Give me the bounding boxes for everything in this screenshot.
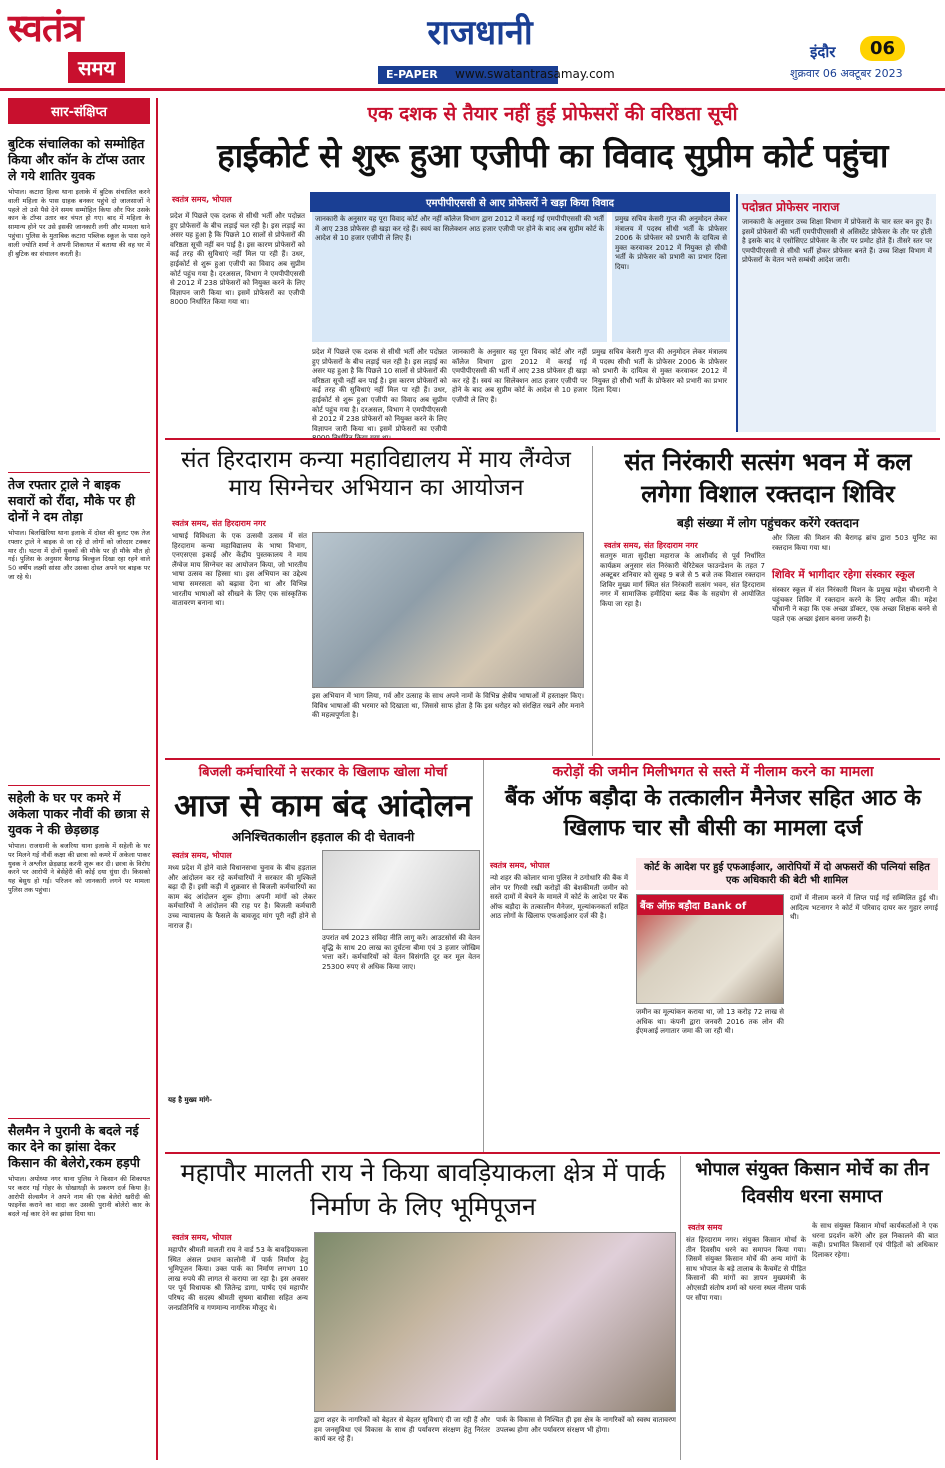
- summary-item[interactable]: [8, 1118, 150, 1445]
- mayor-byline: स्वतंत्र समय, भोपाल: [172, 1233, 232, 1242]
- blood-camp-deck: बड़ी संख्या में लोग पहुंचकर करेंगे रक्तदान: [677, 516, 859, 530]
- section-title: राजधानी: [427, 13, 533, 53]
- strike-deck: अनिश्चितकालीन हड़ताल की दी चेतावनी: [231, 829, 415, 844]
- summary-item-title: तेज रफ्तार ट्राले ने बाइक सवारों को रौंदा, मौके पर ही दोनों ने दम तोड़ा: [8, 472, 150, 525]
- mayor-body-2: द्वारा शहर के नागरिकों को बेहतर से बेहतर सुविधाएं दी जा रही हैं और हम जनसुविधा एवं विकास के साथ ही पर्यावरण संरक्षण हेतु निरंतर कार्य कर रहे हैं।: [314, 1416, 490, 1444]
- epaper-label: E-PAPER: [378, 66, 558, 84]
- bank-headline[interactable]: बैंक ऑफ बड़ौदा के तत्कालीन मैनेजर सहित आठ के खिलाफ चार सौ बीसी का मामला दर्ज: [504, 786, 922, 841]
- strike-body: मध्य प्रदेश में होने वाले विधानसभा चुनाव के बीच हड़ताल और आंदोलन कर रहे कर्मचारियों ने सरकार की मुश्किलें बढ़ा दी हैं। इसी कड़ी में शुक्रवार से बिजली कर्मचारियों का काम बंद आंदोलन शुरू होगा। अपनी मांगों को लेकर कर्मचारियों ने आंदोलन की राह पर है। बिजली कर्मचारी उच्च न्यायालय के फैसले के बावजूद मांग पूरी नहीं होने से नाराज हैं।: [168, 864, 316, 930]
- top-story-box-2: प्रमुख सचिव केसरी गुप्त की अनुमोदन लेकर मंत्रालय में पदस्थ सीधी भर्ती के प्रोफेसर 2006 के प्रोफेसर को प्रभारी के दायित्व से मुक्त करवाकर 2012 में नियुक्त हो सीधी भर्ती के प्रोफेसर को प्रभारी का प्रभार दिला दिया।: [612, 212, 730, 342]
- farmer-body: संत हिरदाराम नगर। संयुक्त किसान मोर्चा के तीन दिवसीय धरने का समापन किया गया। जिसमें संयुक्त किसान मोर्चे की अन्य मांगों के साथ भोपाल के बड़े तालाब के कैचमेंट से पीड़ित किसानों की मांगों का ज्ञापन मुख्यमंत्री के ओएसडी संतोष शर्मा को धरना स्थल नीलम पार्क पर सौंपा गया।: [686, 1236, 806, 1302]
- mayor-photo: [314, 1232, 676, 1412]
- summary-item-title: सहेली के घर पर कमरे में अकेला पाकर नौवीं की छात्रा से युवक ने की छेड़छाड़: [8, 785, 150, 838]
- side-panel: [736, 194, 936, 432]
- top-story-kicker: एक दशक से तैयार नहीं हुई प्रोफेसरों की वरिष्ठता सूची: [367, 103, 738, 125]
- column-rule: [483, 760, 484, 1152]
- strike-illustration: [322, 850, 480, 930]
- column-rule: [680, 1156, 681, 1460]
- top-story-body-2: प्रदेश में पिछले एक दशक से सीधी भर्ती और पदोन्नत हुए प्रोफेसरों के बीच लड़ाई चल रही है। इस लड़ाई का असर यह हुआ है कि पिछले 10 सालों से प्रोफेसरों की वरिष्ठता सूची नहीं बन पाई है। इस कारण प्रोफेसरों को कई तरह की सुविधाएं नहीं मिल पा रही हैं। उधर, हाईकोर्ट से शुरू हुआ एजीपी का विवाद अब सुप्रीम कोर्ट पहुंच गया है। दरअसल, विभाग ने एमपीपीएससी से 2012 में 238 प्रोफेसरों को नियुक्त करने के लिए विज्ञापन जारी किया था। इसमें प्रोफेसरों का एजीपी: [312, 348, 447, 433]
- side-panel-body: जानकारी के अनुसार उच्च शिक्षा विभाग में प्रोफेसरों के चार स्तर बन हुए हैं। इसमें प्रोफेसरों की भर्ती एमपीपीएससी से असिस्टेंट प्रोफेसर के तौर पर होती है इसके बाद वे एसोसिएट प्रोफेसर के तौर पर प्रमोट होते हैं। तीसरे स्तर पर एमपीपीएससी से सीधी भर्ती होकर प्रोफेसर बनते हैं। उच्च शिक्षा विभाग में प्रोफेसरों के वेतन भत्ते सम्बंधी आदेश जारी।: [742, 218, 932, 265]
- top-story-body-3: जानकारी के अनुसार यह पूरा विवाद कोर्ट और नहीं कॉलेज विभाग द्वारा 2012 में कराई गई एमपीपीएससी की भर्ती में आए 238 प्रोफेसर ही खड़ा कर रहे हैं। स्वयं का सिलेक्शन आठ हजार एजीपी पर होने के बाद अब सुप्रीम कोर्ट के आदेश से 10 हजार एजीपी ले लिए हैं।: [452, 348, 587, 404]
- blood-camp-body: सतगुरु माता सुदीक्षा महाराज के आशीर्वाद से पूर्व निर्धारित कार्यक्रम अनुसार संत निरंकारी चेरिटेबल फाउन्डेशन के तहत 7 अक्टूबर शनिवार को सुबह 9 बजे से 5 बजे तक विशाल रक्तदान शिविर मुख्य मार्ग स्थित संत निरंकारी सत्संग भवन, संत हिरदाराम नगर में सामाजिक हमीदिया ब्लड बैंक के सहयोग से आयोजित किया जा रहा है।: [600, 552, 765, 608]
- bank-body: न्यो शहर की कोलार थाना पुलिस ने ठगोधारि की बैंक में लोन पर गिरवी रखी करोड़ों की बेशकीमती जमीन को सस्ते दामों में बेचने के मामले में कोर्ट के आदेश पर बैंक ऑफ बड़ौदा के तत्कालीन मैनेजर, मूल्यांकनकर्ता सहित आठ लोगों के खिलाफ एफआईआर दर्ज की है।: [490, 874, 628, 921]
- top-story-body-4: प्रमुख सचिव केसरी गुप्त की अनुमोदन लेकर मंत्रालय में पदस्थ सीधी भर्ती के प्रोफेसर 2006 के प्रोफेसर को प्रभारी के दायित्व से मुक्त करवाकर 2012 में नियुक्त हो सीधी भर्ती के प्रोफेसर को प्रभारी का प्रभार दिला दिया।: [592, 348, 727, 395]
- section-divider: [165, 438, 940, 440]
- logo-badge: समय: [68, 52, 125, 83]
- masthead-rule: [0, 88, 945, 91]
- page-number: 06: [860, 36, 905, 61]
- mayor-body-3: पार्क के विकास से निश्चित ही इस क्षेत्र के नागरिकों को स्वस्थ वातावरण उपलब्ध होगा और पर्यावरण संरक्षण भी होगा।: [496, 1416, 676, 1434]
- strike-byline: स्वतंत्र समय, भोपाल: [172, 851, 232, 860]
- summary-item-body: भोपाल। बिलखिरिया थाना इलाके में दोस्त की बुलट एक तेज रफ्तार ट्राले ने बाइक से जा रहे दो लोगों को जोरदार टक्कर मार दी। घटना में दोनों युवकों की मौके पर ही मौके मौत हो गई। पुलिस के अनुसार बैरागढ़ बिल्कुल दिखा रहा रहने वाले 50 वर्षीय लक्ष्मी सांसा और उसका दोस्त अपने घर बाइक पर जा रहे थे।: [8, 529, 150, 581]
- top-story-byline: स्वतंत्र समय, भोपाल: [172, 195, 232, 204]
- summary-item-body: भोपाल। कटारा हिल्स थाना इलाके में बुटिक संचालित करने वाली महिला के पास ग्राहक बनकर पहुंचे दो जालसाजों ने पहले तो उसे पैसे देने समय सम्मोहित किया और फिर उसके कान के टॉप्स उतार कर चंपत हो गए। बाद में महिला के सामान्य होने पर उसे इसकी जानकारी लगी और मामला थाने पहुंचा। पुलिस के मुताबिक कटारा पब्लिक स्कूल के पास रहने वाली ज्योति शर्मा ने अपनी शिकायत में बताया की वह घर में ही बुटिक का संचालन करती है।: [8, 188, 150, 258]
- bank-photo: [636, 894, 784, 1004]
- bank-sign: बैंक ऑफ़ बड़ौदा Bank of: [637, 895, 783, 915]
- summary-item[interactable]: [8, 472, 150, 779]
- farmer-body-2: के साथ संयुक्त किसान मोर्चा कार्यकर्ताओं ने एक धरना प्रदर्शन करेंगे और हल निकालने की बात कही। प्रभावित किसानों एवं पीड़ितों को अधिकार दिलाकर रहेगा।: [812, 1222, 938, 1259]
- summary-item-title: सैलमैन ने पुरानी के बदले नई कार देने का झांसा देकर किसान की बेलेरो,रकम हड़पी: [8, 1118, 150, 1171]
- summary-item-body: भोपाल। अयोध्या नगर थाना पुलिस ने किसान की शिकायत पर करार गई गोहर के धोखाधड़ी के प्रकरण दर्ज किया है। आरोपी सेल्समैन ने अपने नाम की एक बेलेरो खरीदी की फाइनेंस कराने का वादा कर उसकी पुरानी बोलेरो कार के बदले नई कार देने का झांसा दिया था।: [8, 1175, 150, 1219]
- website-link[interactable]: www.swatantrasamay.com: [455, 67, 615, 81]
- bank-body-3: दामों में नीलाम करने में लिप्त पाई गई सम्मिलित हुई थी। आदित्य भटनागर ने कोर्ट में परिवाद दायर कर गुहार लगाई थी।: [790, 894, 938, 922]
- farmer-byline: स्वतंत्र समय: [688, 1223, 723, 1232]
- summary-column: [8, 98, 158, 1460]
- column-rule: [592, 446, 593, 756]
- girls-college-body: भाषाई विविधता के एक उत्सवी उत्सव में संत हिरदाराम कन्या महाविद्यालय के भाषा विभाग, एनएसएस इकाई और केंद्रीय पुस्तकालय ने माय लैंग्वेज माय सिग्नेचर का आयोजन किया, जो भारतीय भाषा उत्सव का हिस्सा था। इस अभियान का उद्देश्य भाषा समरसता को बढ़ावा देना था और विभिन्न भारतीय भाषाओं को सीखने के लिए एक सांस्कृतिक वातावरण बनाना था।: [172, 532, 307, 608]
- blood-camp-headline[interactable]: संत निरंकारी सत्संग भवन में कल लगेगा विशाल रक्तदान शिविर: [624, 448, 912, 508]
- logo-wordmark: स्वतंत्र: [8, 5, 83, 50]
- top-story-body: प्रदेश में पिछले एक दशक से सीधी भर्ती और पदोन्नत हुए प्रोफेसरों के बीच लड़ाई चल रही है। इस लड़ाई का असर यह हुआ है कि पिछले 10 सालों से प्रोफेसरों की वरिष्ठता सूची नहीं बन पाई है। इस कारण प्रोफेसरों को कई तरह की सुविधाएं नहीं मिल पा रही हैं। उधर, हाईकोर्ट से शुरू हुआ एजीपी का विवाद अब सुप्रीम कोर्ट पहुंच गया है। दरअसल, विभाग ने एमपीपीएससी से 2012 में 238 प्रोफेसरों को नियुक्त करने के लिए विज्ञापन जारी किया था। इसमें प्रोफेसरों का एजीपी 8000 निर्धारित किया गया था।: [170, 212, 305, 307]
- blood-camp-body-3: और जिला की मिशन की बैरागढ़ ब्रांच द्वारा 503 यूनिट का रक्तदान किया गया था।: [772, 534, 937, 552]
- mayor-headline[interactable]: महापौर मालती राय ने किया बावड़ियाकला क्षेत्र में पार्क निर्माण के लिए भूमिपूजन: [180, 1158, 666, 1221]
- girls-college-byline: स्वतंत्र समय, संत हिरदाराम नगर: [172, 519, 266, 528]
- top-story-box: जानकारी के अनुसार यह पूरा विवाद कोर्ट और नहीं कॉलेज विभाग द्वारा 2012 में कराई गई एमपीपीएससी की भर्ती में आए 238 प्रोफेसर ही खड़ा कर रहे हैं। स्वयं का सिलेक्शन आठ हजार एजीपी पर होने के बाद अब सुप्रीम कोर्ट के आदेश से 10 हजार एजीपी ले लिए हैं।: [312, 212, 607, 342]
- top-story-headline[interactable]: हाईकोर्ट से शुरू हुआ एजीपी का विवाद सुप्रीम कोर्ट पहुंचा: [217, 136, 888, 175]
- section-divider: [165, 1152, 940, 1154]
- top-story-strip: एमपीपीएससी से आए प्रोफेसरों ने खड़ा किया विवाद: [310, 192, 730, 212]
- blood-camp-byline: स्वतंत्र समय, संत हिरदाराम नगर: [604, 541, 698, 550]
- summary-header: सार-संक्षिप्त: [8, 98, 150, 124]
- edition-date: शुक्रवार 06 अक्टूबर 2023: [790, 67, 903, 80]
- bank-byline: स्वतंत्र समय, भोपाल: [490, 861, 550, 870]
- summary-item-body: भोपाल। राजधानी के बजरिया थाना इलाके में सहेली के घर पर मिलने गई नौवीं कक्षा की छात्रा को कमरे में अकेला पाकर युवक ने अश्लील छेड़छाड़ करनी शुरू कर दी। छात्रा के विरोध करने पर आरोपी ने बेसेहेरी की कोई दया धुंधा दी। किसको यह बेसुध हो गई। परिजन को जानकारी लगने पर मामला पुलिस तक पहुंचा।: [8, 842, 150, 894]
- strike-kicker: बिजली कर्मचारियों ने सरकार के खिलाफ खोला मोर्चा: [198, 765, 448, 780]
- bank-deck: कोर्ट के आदेश पर हुई एफआईआर, आरोपियों में दो अफसरों की पत्नियां सहित एक अधिकारी की बेटी भी शामिल: [636, 858, 938, 890]
- blood-camp-body-2: संस्कार स्कूल में संत निरंकारी मिशन के प्रमुख महेश चौधरानी ने पहुंचकर शिविर में रक्तदान करने के लिए अपील की। महेश चौधानी ने कहा कि एक अच्छा डॉक्टर, एक अच्छा शिक्षक बनने से पहले एक अच्छा इंसान बनना जरूरी है।: [772, 586, 937, 623]
- summary-item-title: बुटिक संचालिका को सम्मोहित किया और कॉन के टॉप्स उतार ले गये शातिर युवक: [8, 136, 145, 183]
- bank-kicker: करोड़ों की जमीन मिलीभगत से सस्ते में नीलाम करने का मामला: [552, 764, 874, 780]
- side-panel-title: पदोन्नत प्रोफेसर नाराज: [742, 200, 840, 214]
- blood-camp-subhead: शिविर में भागीदार रहेगा संस्कार स्कूल: [772, 569, 915, 581]
- bank-body-2: जमीन का मूल्यांकन कराया था, जो 13 करोड़ 72 लाख से अधिक था। कंपनी द्वारा जनवरी 2016 तक लोन की ईएमआई लगातार जमा की जा रही थी।: [636, 1008, 784, 1036]
- edition-city: इंदौर: [810, 43, 836, 61]
- strike-body-2: उपरांत वर्ष 2023 संविदा नीति लागू करें। आउटसोर्स की वेतन वृद्धि के साथ 20 लाख का दुर्घटना बीमा एवं 3 हजार जोखिम भत्ता करें। कर्मचारियों को वेतन विसंगति दूर कर मूल वेतन 25300 रुपए से अधिक किया जाए।: [322, 934, 480, 971]
- strike-subhead: यह है मुख्य मांगे-: [168, 1096, 212, 1104]
- summary-item[interactable]: [8, 132, 150, 466]
- girls-college-headline[interactable]: संत हिरदाराम कन्या महाविद्यालय में माय लैंग्वेज माय सिग्नेचर अभियान का आयोजन: [181, 447, 571, 501]
- farmer-headline[interactable]: भोपाल संयुक्त किसान मोर्चे का तीन दिवसीय धरना समाप्त: [695, 1159, 929, 1207]
- strike-headline[interactable]: आज से काम बंद आंदोलन: [174, 788, 472, 824]
- summary-item[interactable]: [8, 785, 150, 1112]
- girls-college-body-2: इस अभियान में भाग लिया, गर्व और उत्साह के साथ अपने नामों के विभिन्न क्षेत्रीय भाषाओं में हस्ताक्षर किए। विविध भाषाओं की भरमार को दिखाता था, जिससे साफ होता है कि इस धरोहर को संरक्षित रखने और मनाने की महत्वपूर्णता है।: [312, 692, 584, 720]
- masthead-logo[interactable]: [8, 6, 158, 94]
- girls-college-photo: [312, 532, 584, 688]
- section-divider: [165, 758, 940, 760]
- mayor-body: महापौर श्रीमती मालती राय ने वार्ड 53 के बावड़ियाकला स्थित अंसल प्रधान कालोनी में पार्क निर्माण हेतु भूमिपूजन किया। उक्त पार्क का निर्माण लगभग 10 लाख रुपये की लागत से कराया जा रहा है। इस अवसर पर पूर्व विधायक श्री जितेन्द्र डागा, पार्षद एवं महापौर परिषद की सदस्य श्रीमती सुषमा बावीसा सहित अन्य जनप्रतिनिधि व गणमान्य नागरिक मौजूद थे।: [168, 1246, 308, 1312]
